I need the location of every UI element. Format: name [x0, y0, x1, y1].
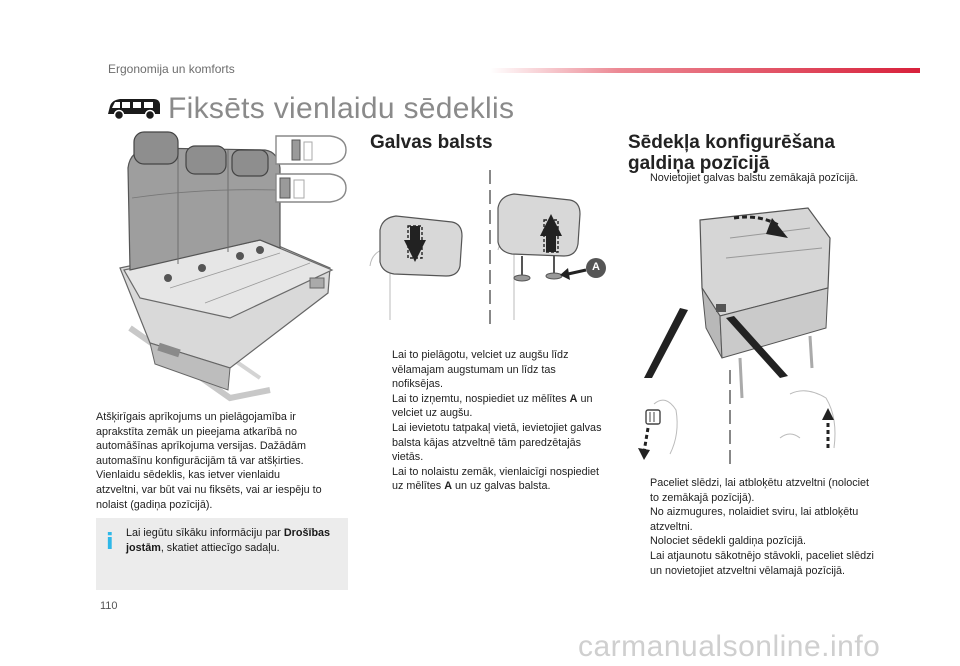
list-item: No aizmugures, nolaidiet sviru, lai atbloķētu atzveltni.: [650, 506, 859, 533]
intro-line: automāšīnas aprīkojuma versijas. Dažādām: [96, 440, 307, 453]
intro-line: atzveltni, var būt vai nu fiksēts, vai ar iespēju to: [96, 483, 322, 496]
page-number: 110: [100, 600, 118, 612]
header-accent-bar: [490, 68, 920, 73]
section-header: Ergonomija un komforts: [108, 62, 235, 76]
table-config-instructions: [628, 476, 878, 578]
headrest-adjust-illustration: [364, 170, 608, 330]
intro-line: automašīnu konfigurācijām tā var atšķirties.: [96, 454, 304, 467]
headrest-heading: Galvas balsts: [370, 132, 493, 153]
van-top-view-diagram: [272, 130, 352, 212]
list-item: Lai to izņemtu, nospiediet uz mēlītes A un velciet uz augšu.: [392, 392, 593, 420]
headrest-instructions: [370, 348, 606, 494]
intro-paragraph: [96, 410, 352, 512]
table-config-heading-line: Sēdekļa konfigurēšana: [628, 132, 835, 153]
intro-line: aprakstīta zemāk un pieejama atkarībā no: [96, 425, 298, 438]
list-item: Lai atjaunotu sākotnējo stāvokli, paceliet slēdzi un novietojiet atzveltni vēlamajā pozīcijā.: [650, 549, 874, 577]
info-box: [96, 518, 348, 590]
info-link-seatbelts[interactable]: Drošības jostām: [126, 527, 331, 554]
info-icon: i: [106, 530, 114, 555]
info-text-post: , skatiet attiecīgo sadaļu.: [160, 541, 280, 554]
table-config-heading-line: galdiņa pozīcijā: [628, 153, 770, 174]
list-item: Nolociet sēdekli galdiņa pozīcijā.: [650, 535, 807, 548]
table-config-top-bullet: [628, 171, 878, 186]
list-item: Lai to nolaistu zemāk, vienlaicīgi nospiediet uz mēlītes A un uz galvas balsta.: [392, 465, 600, 493]
info-text-pre: Lai iegūtu sīkāku informāciju par: [126, 527, 281, 539]
table-position-illustration: [630, 198, 870, 470]
watermark: carmanualsonline.info: [578, 630, 881, 663]
page-title: Fiksēts vienlaidu sēdeklis: [168, 92, 515, 125]
intro-line: Vienlaidu sēdeklis, kas ietver vienlaidu: [96, 469, 281, 482]
list-item: Lai ievietotu tatpakaļ vietā, ievietojiet galvas balsta kājas atzveltnē tām paredzētajās vietās.: [392, 421, 602, 464]
intro-line: Atšķirīgais aprīkojums un pielāgojamība ir: [96, 411, 296, 423]
list-item: Novietojiet galvas balstu zemākajā pozīcijā.: [650, 172, 859, 184]
list-item: Paceliet slēdzi, lai atbloķētu atzveltni (nolociet to zemākajā pozīcijā).: [650, 477, 870, 504]
van-icon: [106, 96, 162, 122]
info-text: [126, 526, 336, 555]
callout-label-a: A: [592, 261, 600, 273]
table-config-heading: [628, 132, 888, 174]
intro-line: nolaist (gadiņa pozīcijā).: [96, 498, 213, 511]
list-item: Lai to pielāgotu, velciet uz augšu līdz vēlamajam augstumam un līdz tas nofiksējas.: [392, 349, 569, 391]
